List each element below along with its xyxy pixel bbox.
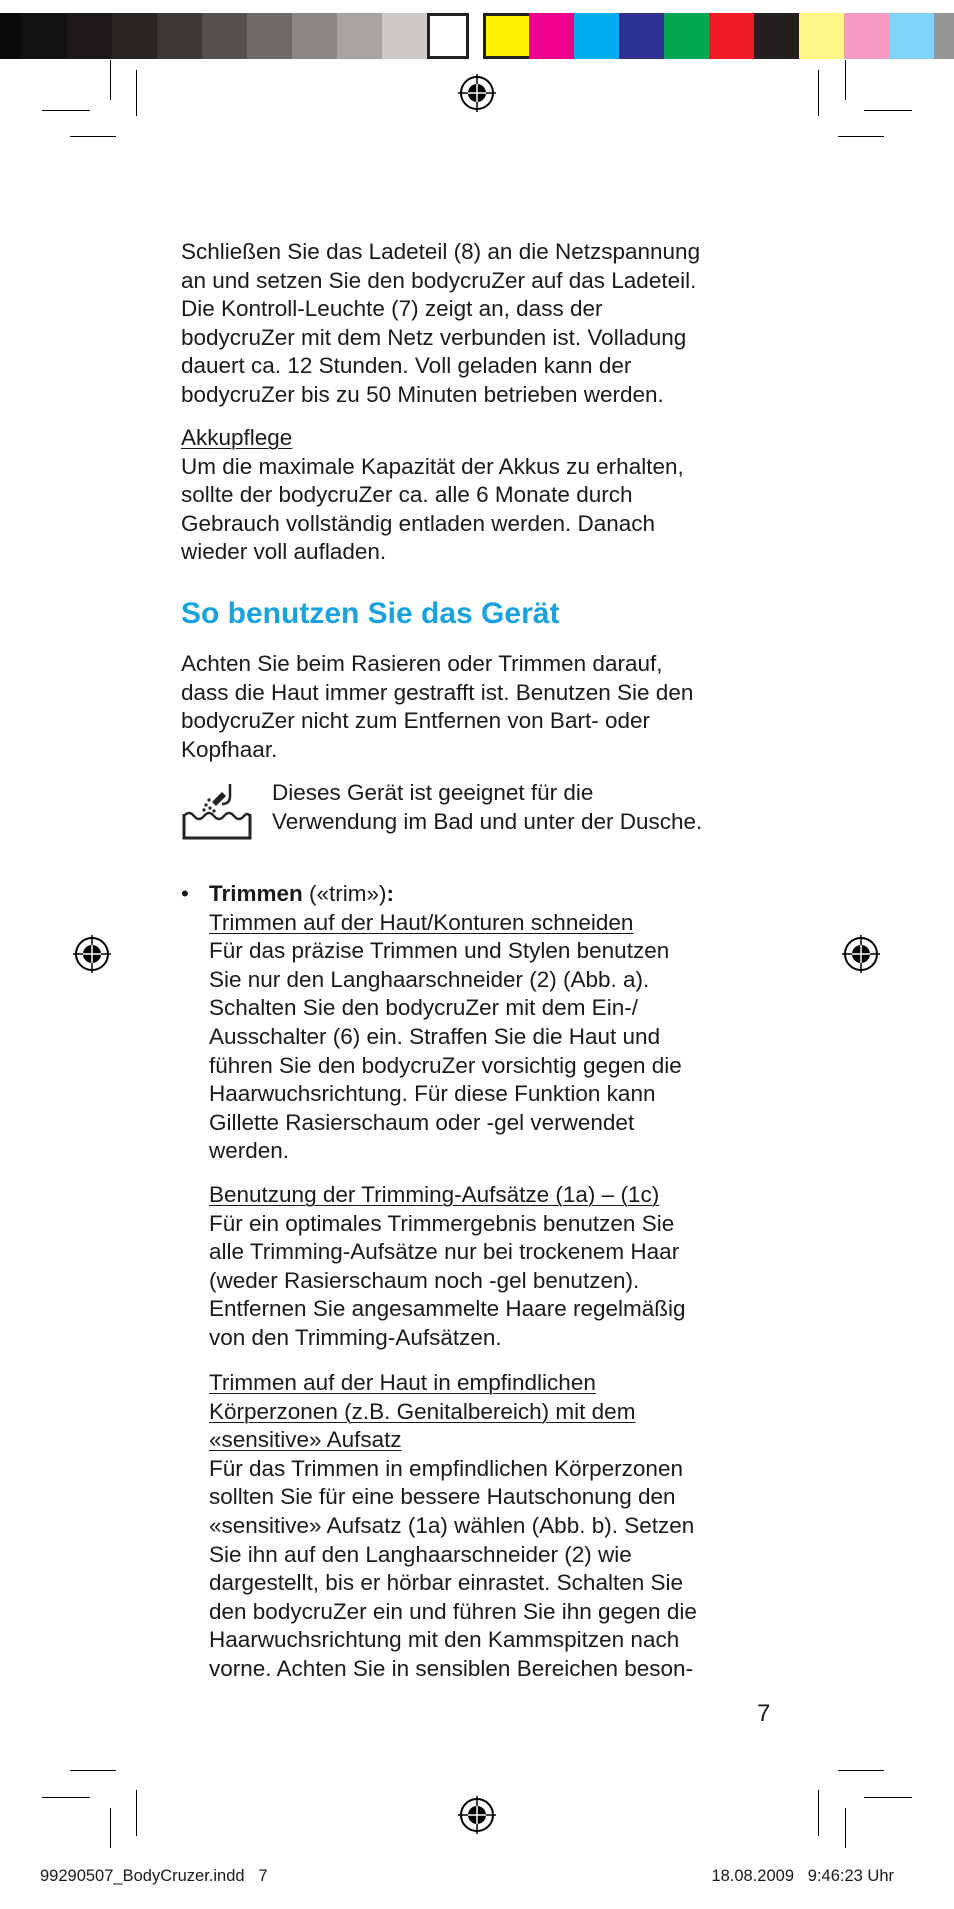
gray-swatch <box>427 13 469 59</box>
gray-swatch <box>337 13 382 59</box>
color-swatch <box>529 13 574 59</box>
gray-swatch <box>157 13 202 59</box>
crop-mark <box>110 1808 111 1848</box>
color-swatch <box>619 13 664 59</box>
registration-mark-icon <box>73 935 111 973</box>
battery-care-title: Akkupflege <box>181 425 293 450</box>
crop-mark <box>838 1770 884 1771</box>
crop-mark <box>838 136 884 137</box>
print-color-bar <box>0 13 954 59</box>
footer-filename: 99290507_BodyCruzer.indd 7 <box>40 1867 268 1885</box>
color-swatch <box>574 13 619 59</box>
gray-swatch <box>67 13 112 59</box>
registration-mark-icon <box>458 1796 496 1834</box>
sensitive-title: Trimmen auf der Haut in empfindlichen <box>209 1370 596 1395</box>
crop-mark <box>845 60 846 100</box>
gray-swatch <box>112 13 157 59</box>
footer-timestamp: 18.08.2009 9:46:23 Uhr <box>711 1867 894 1885</box>
crop-mark <box>818 1790 819 1836</box>
crop-mark <box>818 70 819 116</box>
registration-mark-icon <box>458 74 496 112</box>
color-swatch <box>664 13 709 59</box>
page-number: 7 <box>757 1700 771 1727</box>
trim-subsection-title: Trimmen auf der Haut/Konturen schneiden <box>209 909 634 935</box>
crop-mark <box>42 110 90 111</box>
section-heading: So benutzen Sie das Gerät <box>181 597 560 630</box>
trim-section: Trimmen («trim»): Trimmen auf der Haut/Konturen schneiden Für das präzise Trimmen und Stylen benutzen Sie nur den Langhaarschneider (2) (Abb. a). Schalten Sie den bodycruZer mit dem Ein-/ Ausschalter (6) ein. Straffen Sie die Haut und führen Sie den bodycruZer vorsichtig gegen die Haarwuchsrichtung. Für diese Funktion kann Gillette Rasierschaum oder -gel verwendet werden. <box>209 880 799 1166</box>
attachments-section: Benutzung der Trimming-Aufsätze (1a) – (1c) Für ein optimales Trimmergebnis benutzen Sie alle Trimming-Aufsätze nur bei trockenem Haar (weder Rasierschaum noch -gel benutzen). Entfernen Sie angesammelte Haare regelmäßig von den Trimming-Aufsätzen. <box>209 1181 799 1353</box>
color-swatch <box>709 13 754 59</box>
color-swatch <box>889 13 934 59</box>
attachments-title: Benutzung der Trimming-Aufsätze (1a) – (1c) <box>209 1182 660 1207</box>
crop-mark <box>845 1808 846 1848</box>
trim-bullet: • <box>181 881 189 906</box>
crop-mark <box>864 1797 912 1798</box>
gray-swatch <box>382 13 427 59</box>
sensitive-section: Trimmen auf der Haut in empfindlichen Körperzonen (z.B. Genitalbereich) mit dem «sensitive» Aufsatz Für das Trimmen in empfindlichen Körperzonen sollten Sie für eine bessere Hautschonung den «sensitive» Aufsatz (1a) wählen (Abb. b). Setzen Sie ihn auf den Langhaarschneider (2) wie dargestellt, bis er hörbar einrastet. Schalten Sie den bodycruZer ein und führen Sie ihn gegen die Haarwuchsrichtung mit den Kammspitzen nach vorne. Achten Sie in sensiblen Bereichen beson- <box>209 1369 799 1684</box>
charging-paragraph: Schließen Sie das Ladeteil (8) an die Netzspannung an und setzen Sie den bodycruZer auf das Ladeteil. Die Kontroll-Leuchte (7) zeigt an, dass der bodycruZer mit dem Netz verbunden ist. Volladung dauert ca. 12 Stunden. Voll geladen kann der bodycruZer bis zu 50 Minuten betrieben werden. <box>181 239 701 407</box>
crop-mark <box>136 70 137 116</box>
color-swatch <box>799 13 844 59</box>
color-swatch <box>844 13 889 59</box>
shower-note: Dieses Gerät ist geeignet für die Verwendung im Bad und unter der Dusche. <box>272 780 703 834</box>
crop-mark <box>136 1790 137 1836</box>
battery-care-section: Akkupflege Um die maximale Kapazität der Akkus zu erhalten, sollte der bodycruZer ca. alle 6 Monate durch Gebrauch vollständig entladen werden. Danach wieder voll aufladen. <box>181 424 781 567</box>
crop-mark <box>70 136 116 137</box>
color-swatch <box>934 13 954 59</box>
registration-mark-icon <box>842 935 880 973</box>
gray-swatch <box>22 13 67 59</box>
crop-mark <box>42 1797 90 1798</box>
crop-mark <box>110 60 111 100</box>
usage-intro-paragraph: Achten Sie beim Rasieren oder Trimmen darauf, dass die Haut immer gestrafft ist. Benutzen Sie den bodycruZer nicht zum Entfernen von Bart- oder Kopfhaar. <box>181 651 694 762</box>
crop-mark <box>864 110 912 111</box>
gray-swatch <box>202 13 247 59</box>
gray-swatch <box>247 13 292 59</box>
trim-label: Trimmen <box>209 881 303 906</box>
gray-swatch <box>0 13 22 59</box>
color-swatch <box>483 13 529 59</box>
shower-bath-icon <box>180 780 254 842</box>
crop-mark <box>70 1770 116 1771</box>
color-swatch <box>754 13 799 59</box>
gray-swatch <box>292 13 337 59</box>
